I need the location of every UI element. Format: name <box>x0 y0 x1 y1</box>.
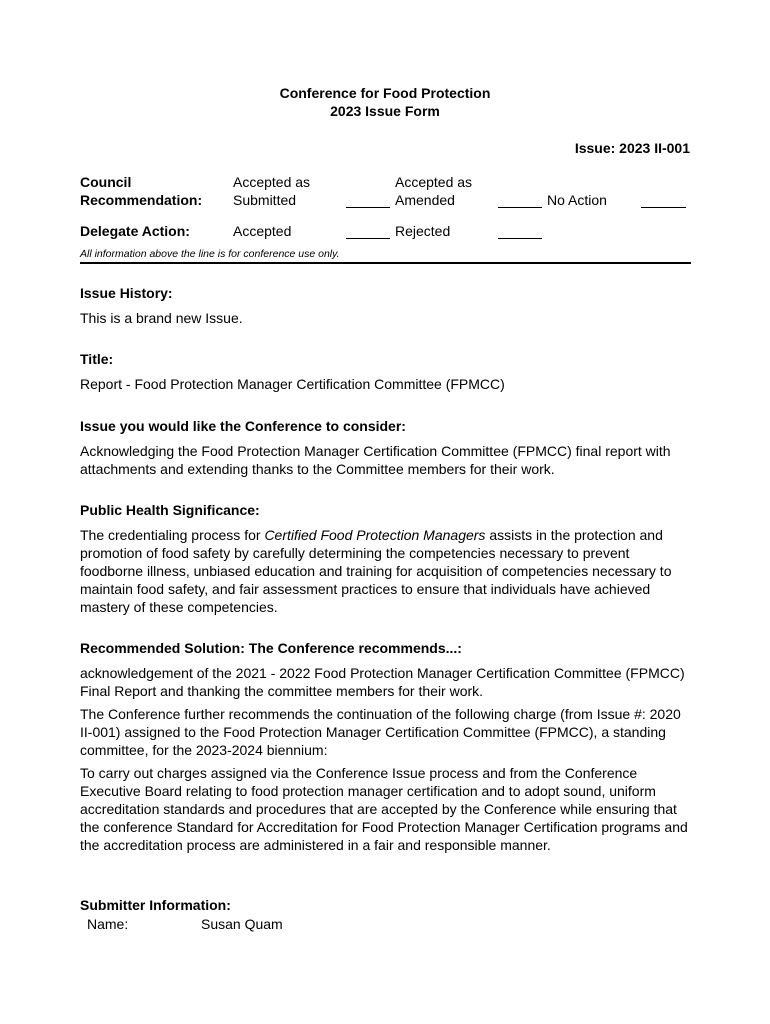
issue-history-text: This is a brand new Issue. <box>80 310 243 326</box>
delegate-rejected-option: Rejected <box>395 223 451 239</box>
accepted-amended-line2: Amended <box>395 192 455 208</box>
issue-consider-text: Acknowledging the Food Protection Manager Certification Committee (FPMCC) final report with attachments and extending thanks to the Committee members for their work. <box>80 443 671 477</box>
council-label-line1: Council <box>80 174 132 190</box>
no-action-blank[interactable] <box>641 207 686 208</box>
issue-form-page <box>80 0 692 1024</box>
solution-paragraph: The Conference further recommends the continuation of the following charge (from Issue #: 2020 II-001) assigned to the Food Protection Manager Certification Committee (FPMCC), a standing committee, for the 2023-2024 biennium: <box>80 706 681 758</box>
issue-consider-section <box>80 417 692 478</box>
accepted-submitted-blank[interactable] <box>346 207 390 208</box>
issue-number: Issue: 2023 II-001 <box>574 140 690 156</box>
accepted-submitted-line1: Accepted as <box>233 174 311 190</box>
issue-history-section <box>80 284 692 327</box>
public-health-section <box>80 501 692 616</box>
submitter-heading: Submitter Information: <box>80 897 231 913</box>
recommended-solution-section <box>80 639 692 854</box>
delegate-accepted-blank[interactable] <box>346 238 390 239</box>
accepted-submitted-line2: Submitted <box>233 192 297 208</box>
public-health-text-part1: The credentialing process for <box>80 527 265 543</box>
title-text: Report - Food Protection Manager Certification Committee (FPMCC) <box>80 376 505 392</box>
council-label-line2: Recommendation: <box>80 192 203 208</box>
conference-use-note: All information above the line is for conference use only. <box>80 248 340 260</box>
title-heading: Title: <box>80 351 114 367</box>
delegate-accepted-option: Accepted <box>233 223 292 239</box>
submitter-section <box>80 896 692 921</box>
form-header <box>80 84 690 120</box>
issue-consider-heading: Issue you would like the Conference to consider: <box>80 418 406 434</box>
divider-line <box>80 262 691 264</box>
accepted-as-amended-option <box>395 173 472 209</box>
issue-history-heading: Issue History: <box>80 285 173 301</box>
title-section <box>80 350 692 393</box>
recommended-solution-heading: Recommended Solution: The Conference recommends...: <box>80 640 462 656</box>
submitter-name-label: Name: <box>87 916 129 932</box>
submitter-name-value: Susan Quam <box>201 916 283 932</box>
council-recommendation-label <box>80 173 202 209</box>
delegate-rejected-blank[interactable] <box>498 238 542 239</box>
solution-paragraph: To carry out charges assigned via the Conference Issue process and from the Conference Executive Board relating to food protection manager certification and to adopt sound, uniform accreditation standards and procedures that are accepted by the Conference while ensuring that the conference Standard for Accreditation for Food Protection Manager Certification programs and the accreditation process are administered in a fair and responsible manner. <box>80 765 688 853</box>
public-health-heading: Public Health Significance: <box>80 502 260 518</box>
solution-paragraph: acknowledgement of the 2021 - 2022 Food Protection Manager Certification Committee (FPMCC) Final Report and thanking the committee members for their work. <box>80 665 685 699</box>
accepted-as-submitted-option <box>233 173 310 209</box>
delegate-action-label: Delegate Action: <box>80 223 190 239</box>
accepted-amended-blank[interactable] <box>498 207 542 208</box>
public-health-text <box>80 526 692 616</box>
accepted-amended-line1: Accepted as <box>395 174 473 190</box>
certified-managers-italic: Certified Food Protection Managers <box>264 527 486 543</box>
no-action-option: No Action <box>547 192 607 208</box>
form-title: 2023 Issue Form <box>330 103 440 119</box>
conference-title: Conference for Food Protection <box>279 85 491 101</box>
public-health-text-part2: assists in the protection and promotion of food safety by carefully determining the competencies necessary to prevent foodborne illness, unbiased education and training for acquisition of competencies necessary to maintain food safety, and fair assessment practices to ensure that individuals have achieved mastery of these competencies. <box>80 527 672 615</box>
